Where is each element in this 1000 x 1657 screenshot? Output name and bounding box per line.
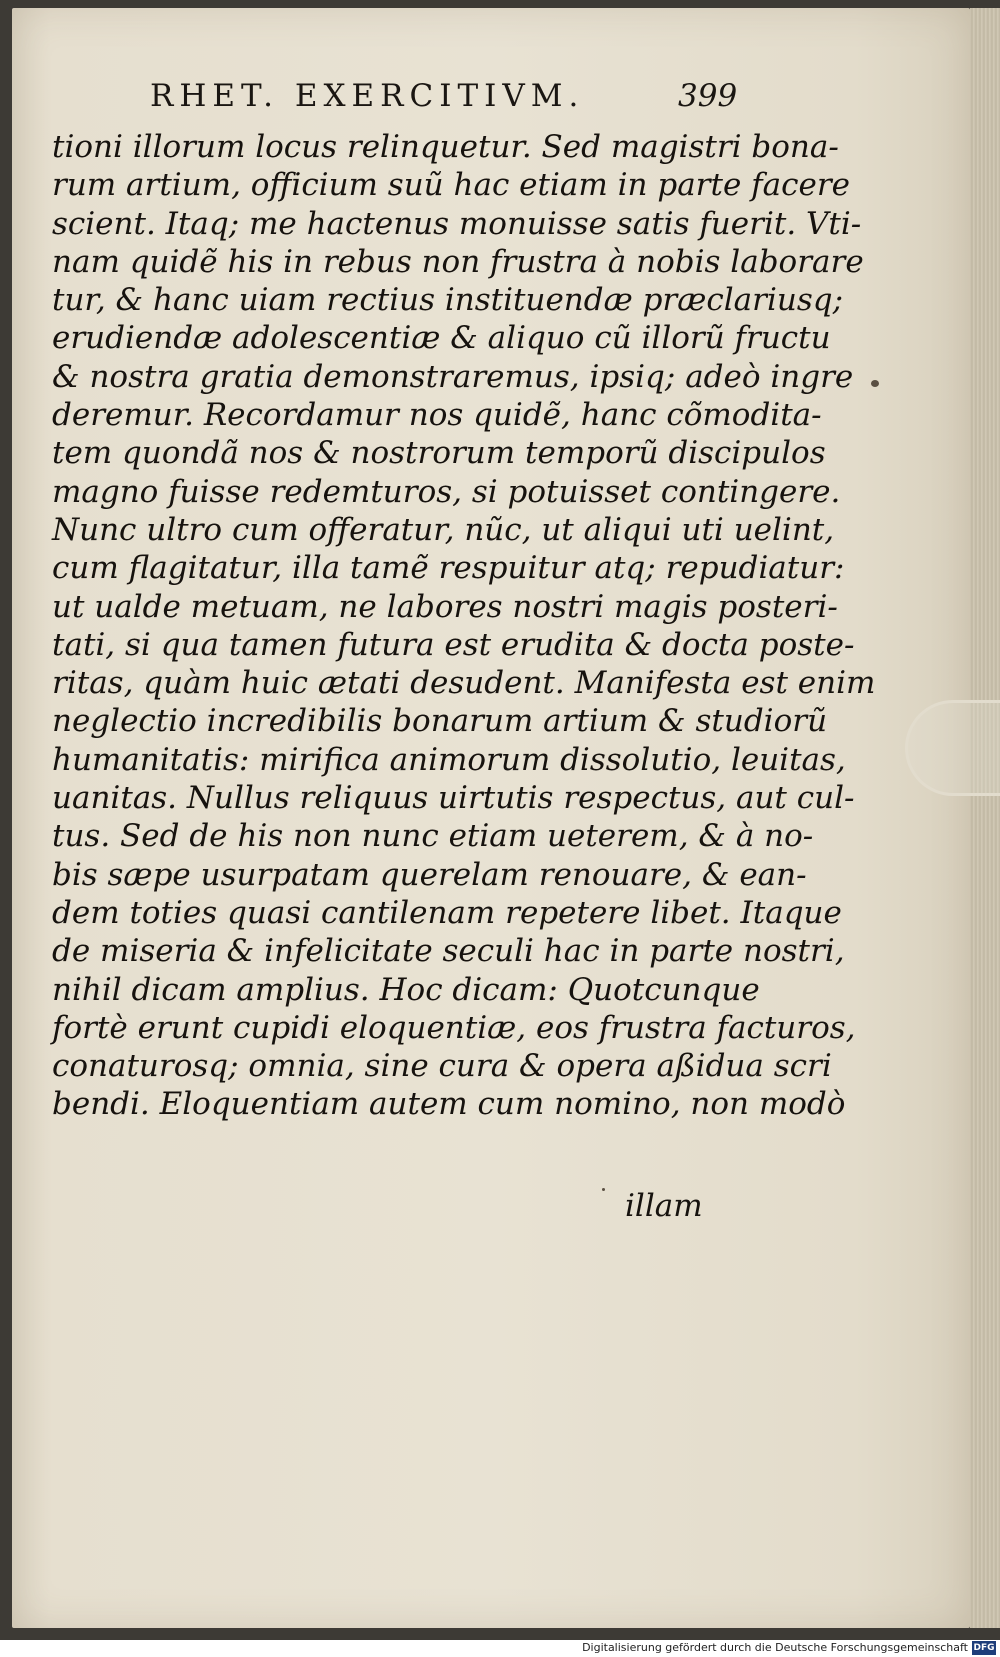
- text-line: nam quidẽ his in rebus non frustra à nobis laborare: [52, 243, 864, 280]
- text-line: tur, & hanc uiam rectius instituendæ præclariusq;: [52, 282, 844, 319]
- text-line: fortè erunt cupidi eloquentiæ, eos frustra facturos,: [52, 1009, 856, 1046]
- text-line: ritas, quàm huic ætati desudent. Manifesta est enim: [52, 665, 876, 702]
- text-line: Nunc ultro cum offeratur, nũc, ut aliqui uti uelint,: [52, 511, 835, 548]
- ink-speck: [602, 1188, 605, 1191]
- dfg-logo: DFG: [973, 1643, 995, 1653]
- text-line: erudiendæ adolescentiæ & aliquo cũ illorũ fructu: [52, 320, 831, 357]
- text-line: tus. Sed de his non nunc etiam ueterem, & à no-: [52, 818, 814, 855]
- text-line: dem toties quasi cantilenam repetere libet. Itaque: [52, 894, 842, 931]
- text-line: conaturosq; omnia, sine cura & opera aßidua scri: [52, 1048, 832, 1085]
- page-edges: [970, 8, 1000, 1628]
- text-line: magno fuisse redemturos, si potuisset contingere.: [52, 473, 841, 510]
- running-title: RHET. EXERCITIVM.: [150, 78, 585, 114]
- text-line: neglectio incredibilis bonarum artium & studiorũ: [52, 703, 828, 740]
- text-line: uanitas. Nullus reliquus uirtutis respectus, aut cul-: [52, 780, 855, 817]
- text-line: tati, si qua tamen futura est erudita & docta poste-: [52, 626, 855, 663]
- footer-bar: [0, 1640, 1000, 1657]
- text-line: tioni illorum locus relinquetur. Sed magistri bona-: [52, 129, 839, 165]
- text-line: ut ualde metuam, ne labores nostri magis posteri-: [52, 588, 838, 625]
- text-line: de miseria & infelicitate seculi hac in parte nostri,: [52, 933, 845, 970]
- page-clip: [905, 700, 1000, 796]
- text-line: scient. Itaq; me hactenus monuisse satis fuerit. Vti-: [52, 205, 862, 242]
- page-number: 399: [678, 78, 738, 114]
- text-line: tem quondã nos & nostrorum temporũ discipulos: [52, 435, 826, 472]
- running-header: [150, 78, 750, 114]
- text-line: humanitatis: mirifica animorum dissolutio, leuitas,: [52, 741, 846, 778]
- body-text: [52, 128, 876, 1124]
- text-line: bendi. Eloquentiam autem cum nomino, non modò: [52, 1086, 846, 1123]
- ink-speck: [871, 380, 879, 387]
- text-line: deremur. Recordamur nos quidẽ, hanc cõmodita-: [52, 397, 822, 434]
- funding-credit: Digitalisierung gefördert durch die Deutsche Forschungsgemeinschaft: [582, 1641, 968, 1654]
- text-line: rum artium, officium suũ hac etiam in parte facere: [52, 167, 850, 204]
- catchword: illam: [625, 1188, 703, 1224]
- text-line: cum flagitatur, illa tamẽ respuitur atq; repudiatur:: [52, 550, 845, 587]
- text-line: bis sæpe usurpatam querelam renouare, & ean-: [52, 856, 807, 893]
- text-line: nihil dicam amplius. Hoc dicam: Quotcunque: [52, 971, 760, 1008]
- text-line: & nostra gratia demonstraremus, ipsiq; adeò ingre: [52, 358, 854, 395]
